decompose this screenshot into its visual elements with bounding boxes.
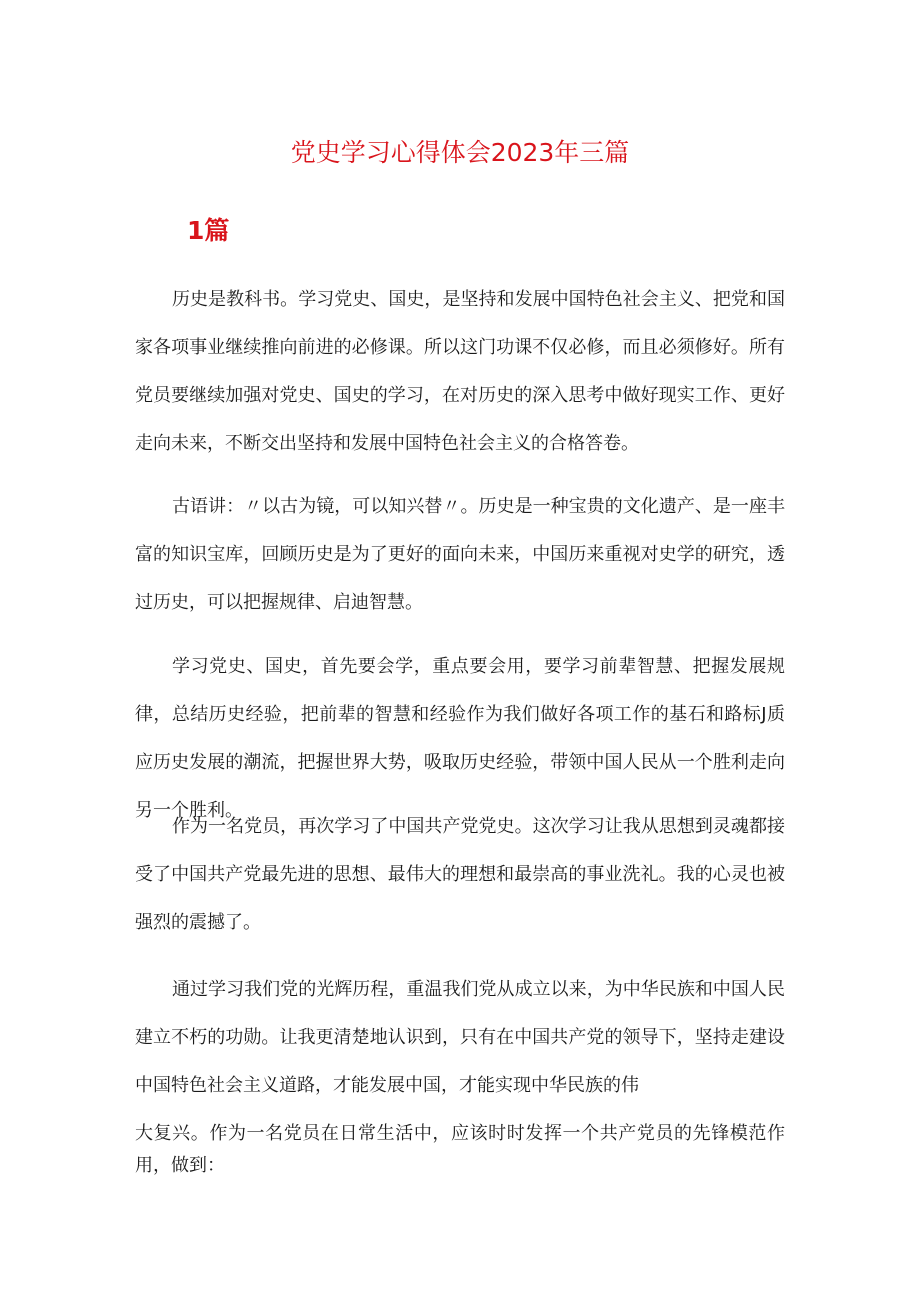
paragraph-2: 古语讲：〃以古为镜，可以知兴替〃。历史是一种宝贵的文化遗产、是一座丰富的知识宝库，回顾历史是为了更好的面向未来，中国历来重视对史学的研究，透过历史，可以把握规律、启迪智慧。 [135, 496, 785, 613]
paragraph-5: 通过学习我们党的光辉历程，重温我们党从成立以来，为中华民族和中国人民建立不朽的功勋。让我更清楚地认识到，只有在中国共产党的领导下，坚持走建设中国特色社会主义道路，才能发展中国，才能实现中华民族的伟 [135, 979, 785, 1096]
paragraph-4: 作为一名党员，再次学习了中国共产党党史。这次学习让我从思想到灵魂都接受了中国共产党最先进的思想、最伟大的理想和最崇高的事业洗礼。我的心灵也被强烈的震撼了。 [135, 816, 785, 933]
paragraph-1: 历史是教科书。学习党史、国史，是坚持和发展中国特色社会主义、把党和国家各项事业继续推向前进的必修课。所以这门功课不仅必修，而且必须修好。所有党员要继续加强对党史、国史的学习，在对历史的深入思考中做好现实工作、更好走向未来，不断交出坚持和发展中国特色社会主义的合格答卷。 [135, 289, 785, 454]
paragraph-3: 学习党史、国史，首先要会学，重点要会用，要学习前辈智慧、把握发展规律，总结历史经验，把前辈的智慧和经验作为我们做好各项工作的基石和路标J质应历史发展的潮流，把握世界大势，吸取历史经验，带领中国人民从一个胜利走向另一个胜利。 [135, 656, 785, 821]
paragraph-6: 大复兴。作为一名党员在日常生活中，应该时时发挥一个共产党员的先锋模范作用，做到： [135, 1123, 785, 1176]
document-title: 党史学习心得体会2023年三篇 [290, 138, 630, 167]
section-heading: 1篇 [187, 216, 230, 245]
